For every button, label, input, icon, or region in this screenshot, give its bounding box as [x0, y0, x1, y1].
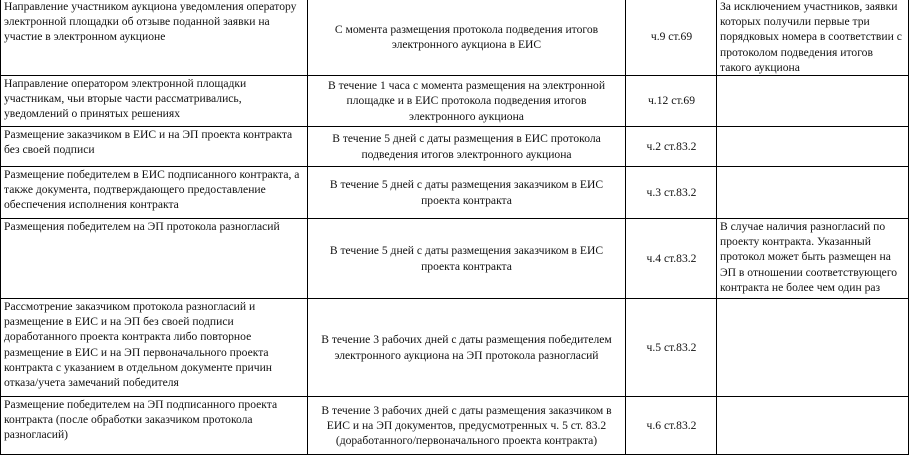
norm-cell: ч.12 ст.69 — [626, 76, 717, 127]
note-cell — [717, 76, 909, 127]
norm-cell: ч.2 ст.83.2 — [626, 127, 717, 167]
note-cell — [717, 299, 909, 397]
table-row — [1, 167, 909, 219]
table-row — [1, 0, 909, 76]
term-cell: В течение 3 рабочих дней с даты размещения заказчиком в ЕИС и на ЭП документов, предусмотренных ч. 5 ст. 83.2 (доработанного/первоначального проекта контракта) — [308, 397, 626, 455]
action-cell: Направление участником аукциона уведомления оператору электронной площадки об отзыве поданной заявки на участие в электронном аукционе — [1, 0, 308, 76]
term-cell: В течение 5 дней с даты размещения заказчиком в ЕИС проекта контракта — [308, 219, 626, 299]
note-cell — [717, 167, 909, 219]
norm-cell: ч.6 ст.83.2 — [626, 397, 717, 455]
note-cell: За исключением участников, заявки которых получили первые три порядковых номера в соответствии с протоколом подведения итогов такого аукциона — [717, 0, 909, 76]
note-cell: В случае наличия разногласий по проекту контракта. Указанный протокол может быть размещен на ЭП в отношении соответствующего контракта не более чем один раз — [717, 219, 909, 299]
term-cell: С момента размещения протокола подведения итогов электронного аукциона в ЕИС — [308, 0, 626, 76]
note-cell — [717, 397, 909, 455]
action-cell: Направление оператором электронной площадки участникам, чьи вторые части рассматривались, уведомлений о принятых решениях — [1, 76, 308, 127]
term-cell: В течение 3 рабочих дней с даты размещения победителем электронного аукциона на ЭП протокола разногласий — [308, 299, 626, 397]
action-cell: Размещения победителем на ЭП протокола разногласий — [1, 219, 308, 299]
norm-cell: ч.9 ст.69 — [626, 0, 717, 76]
action-cell: Размещение победителем на ЭП подписанного проекта контракта (после обработки заказчиком протокола разногласий) — [1, 397, 308, 455]
norm-cell: ч.4 ст.83.2 — [626, 219, 717, 299]
table-row — [1, 397, 909, 455]
note-cell — [717, 127, 909, 167]
table-row — [1, 219, 909, 299]
norm-cell: ч.5 ст.83.2 — [626, 299, 717, 397]
norm-cell: ч.3 ст.83.2 — [626, 167, 717, 219]
term-cell: В течение 5 дней с даты размещения в ЕИС протокола подведения итогов электронного аукциона — [308, 127, 626, 167]
table-row — [1, 299, 909, 397]
term-cell: В течение 5 дней с даты размещения заказчиком в ЕИС проекта контракта — [308, 167, 626, 219]
action-cell: Рассмотрение заказчиком протокола разногласий и размещение в ЕИС и на ЭП без своей подписи доработанного проекта контракта либо повторное размещение в ЕИС и на ЭП первоначального проекта контракта с указанием в отдельном документе причин отказа/учета замечаний победителя — [1, 299, 308, 397]
table-row — [1, 76, 909, 127]
table-row — [1, 127, 909, 167]
action-cell: Размещение заказчиком в ЕИС и на ЭП проекта контракта без своей подписи — [1, 127, 308, 167]
action-cell: Размещение победителем в ЕИС подписанного контракта, а также документа, подтверждающего предоставление обеспечения исполнения контракта — [1, 167, 308, 219]
term-cell: В течение 1 часа с момента размещения на электронной площадке и в ЕИС протокола подведения итогов электронного аукциона — [308, 76, 626, 127]
